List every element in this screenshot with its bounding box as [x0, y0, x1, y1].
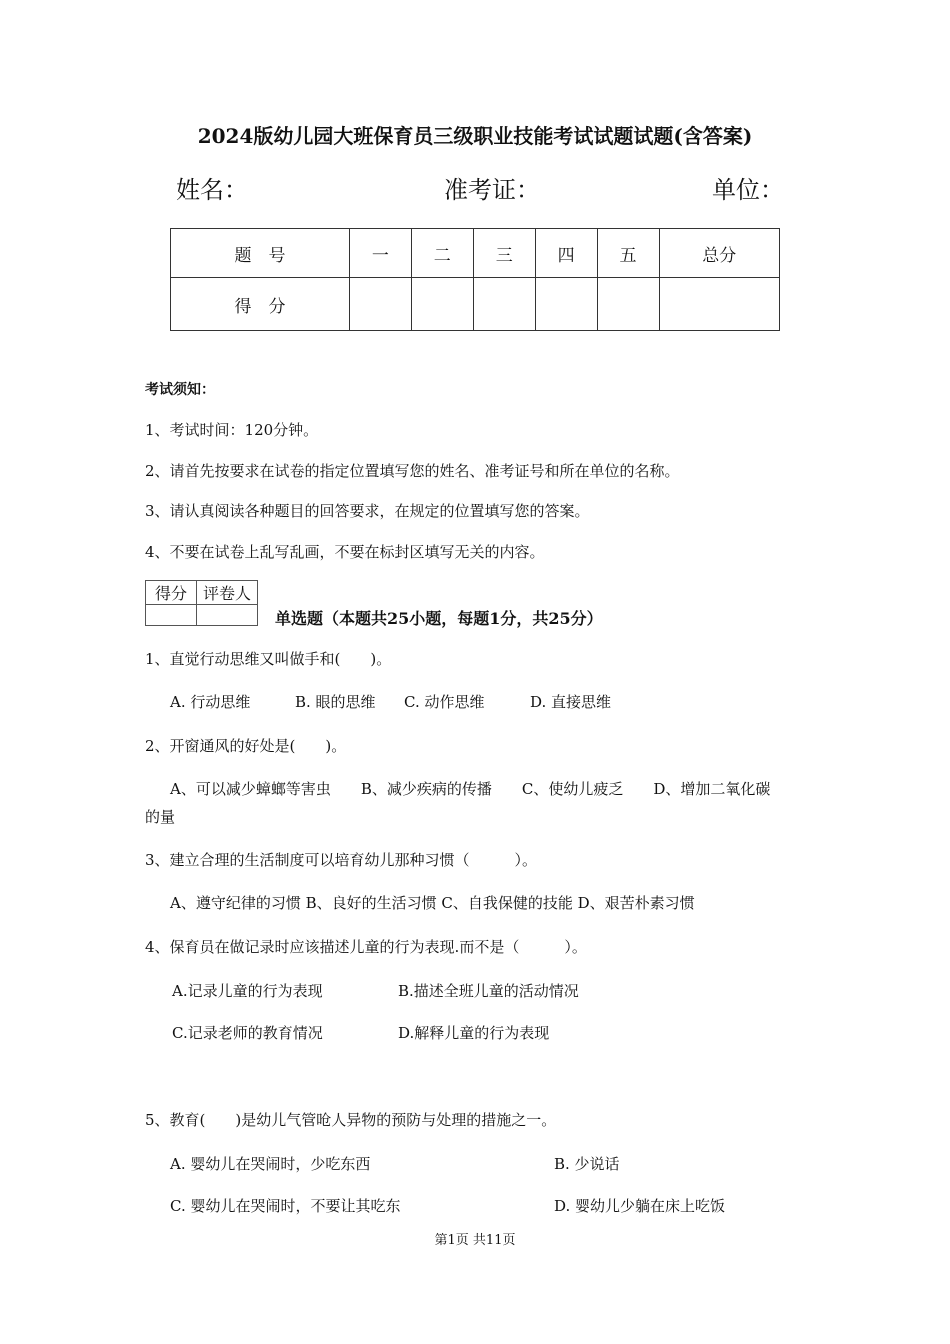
question-4-option-d: D.解释儿童的行为表现: [398, 1024, 550, 1042]
name-label: 姓名：: [176, 176, 248, 204]
notice-item: 4、不要在试卷上乱写乱画，不要在标封区填写无关的内容。: [145, 543, 545, 561]
question-1-option-d: D. 直接思维: [530, 693, 612, 711]
notice-item: 1、考试时间：120分钟。: [145, 421, 319, 439]
question-1-stem: 1、直觉行动思维又叫做手和( )。: [145, 650, 392, 668]
notice-item: 3、请认真阅读各种题目的回答要求，在规定的位置填写您的答案。: [145, 502, 590, 520]
question-5-option-d: D. 婴幼儿少躺在床上吃饭: [554, 1197, 726, 1215]
notice-heading: 考试须知：: [145, 382, 215, 398]
question-4-stem: 4、保育员在做记录时应该描述儿童的行为表现.而不是（ ）。: [145, 938, 587, 956]
question-3-options: A、遵守纪律的习惯 B、良好的生活习惯 C、自我保健的技能 D、艰苦朴素习惯: [170, 894, 695, 912]
question-4-option-b: B.描述全班儿童的活动情况: [398, 982, 579, 1000]
exam-id-label: 准考证：: [444, 176, 540, 204]
grader-score-label: 得分: [146, 581, 197, 605]
score-table-header-row: [171, 229, 780, 278]
question-2-stem: 2、开窗通风的好处是( )。: [145, 737, 347, 755]
question-5-option-b: B. 少说话: [554, 1155, 620, 1173]
question-4-option-c: C.记录老师的教育情况: [172, 1024, 323, 1042]
score-cell: [535, 278, 597, 331]
unit-label: 单位：: [712, 176, 784, 204]
grader-reviewer-cell: [197, 605, 258, 626]
section-title: 单选题（本题共25小题，每题1分，共25分）: [275, 609, 603, 628]
score-cell: [473, 278, 535, 331]
grader-reviewer-label: 评卷人: [197, 581, 258, 605]
question-1-option-b: B. 眼的思维: [295, 693, 376, 711]
question-1-option-c: C. 动作思维: [404, 693, 485, 711]
score-table-header-cell: 三: [473, 229, 535, 278]
page-footer: 第1页 共11页: [434, 1233, 516, 1248]
score-table-score-row: [171, 278, 780, 331]
score-table: [170, 228, 780, 331]
score-table-header-cell: 总分: [659, 229, 779, 278]
grader-table: [145, 580, 258, 626]
question-5-option-c: C. 婴幼儿在哭闹时，不要让其吃东: [170, 1197, 401, 1215]
page-title: 2024版幼儿园大班保育员三级职业技能考试试题试题(含答案): [197, 124, 753, 148]
score-table-header-cell: 二: [411, 229, 473, 278]
score-table-header-cell: 题 号: [171, 229, 350, 278]
question-4-option-a: A.记录儿童的行为表现: [172, 982, 323, 1000]
question-2-options: A、可以减少蟑螂等害虫 B、减少疾病的传播 C、使幼儿疲乏 D、增加二氧化碳: [170, 780, 771, 798]
score-table-header-cell: 一: [349, 229, 411, 278]
question-2-options-wrap: 的量: [145, 808, 176, 826]
score-cell: [659, 278, 779, 331]
score-table-header-cell: 四: [535, 229, 597, 278]
score-cell: [349, 278, 411, 331]
score-row-label: 得 分: [171, 278, 350, 331]
question-5-option-a: A. 婴幼儿在哭闹时，少吃东西: [170, 1155, 371, 1173]
question-1-option-a: A. 行动思维: [170, 693, 251, 711]
question-5-stem: 5、教育( )是幼儿气管呛人异物的预防与处理的措施之一。: [145, 1111, 557, 1129]
question-3-stem: 3、建立合理的生活制度可以培育幼儿那种习惯（ ）。: [145, 851, 538, 869]
score-cell: [597, 278, 659, 331]
score-table-header-cell: 五: [597, 229, 659, 278]
score-cell: [411, 278, 473, 331]
grader-score-cell: [146, 605, 197, 626]
notice-item: 2、请首先按要求在试卷的指定位置填写您的姓名、准考证号和所在单位的名称。: [145, 462, 680, 480]
